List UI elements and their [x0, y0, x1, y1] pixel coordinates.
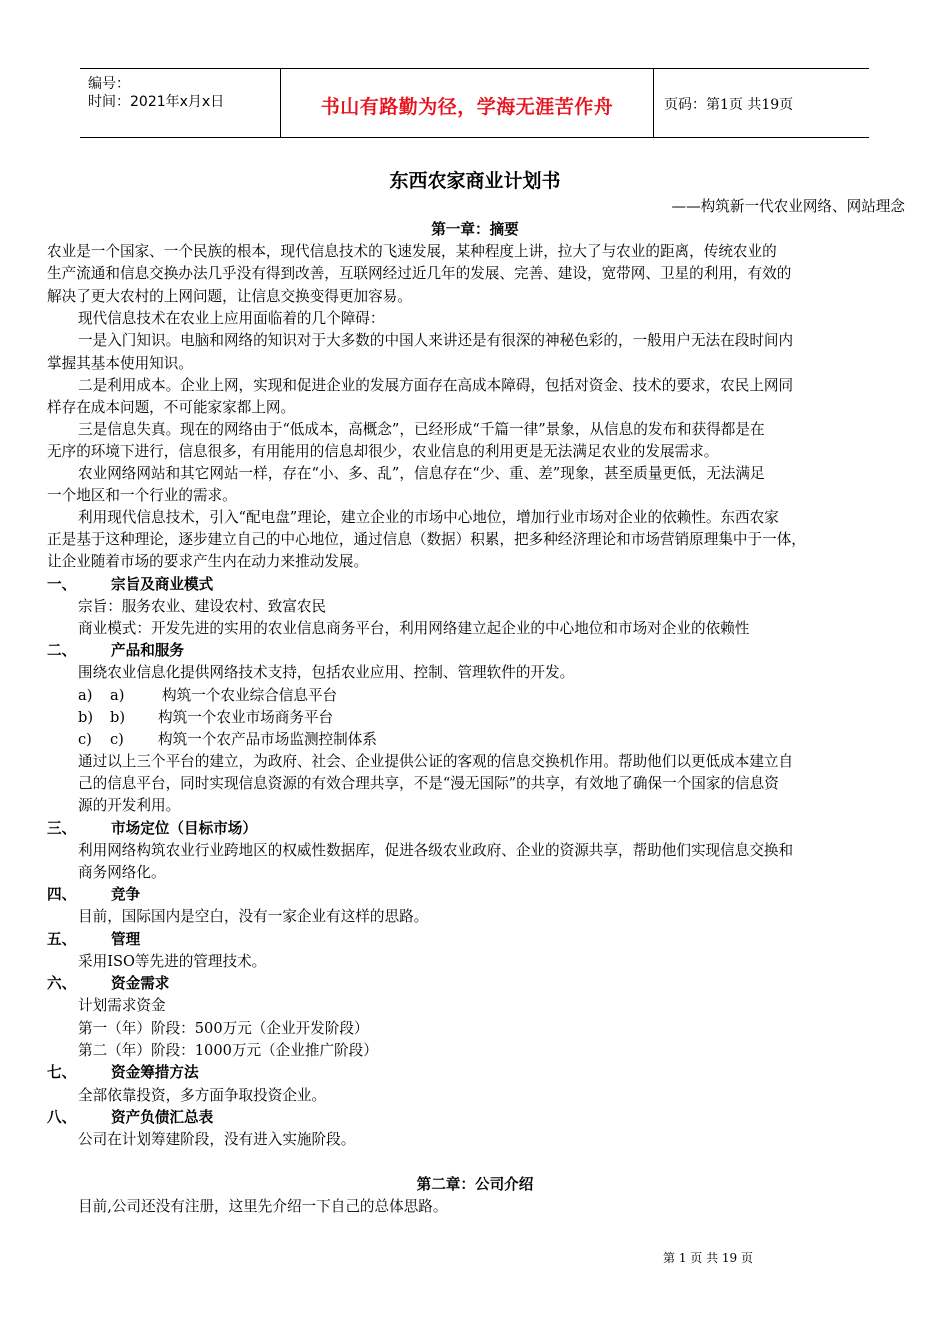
section-number: 五、: [47, 931, 77, 948]
list-text: 构筑一个农产品市场监测控制体系: [158, 731, 377, 748]
intro-line: 利用现代信息技术，引入“配电盘”理论，建立企业的市场中心地位，增加行业市场对企业的依赖性。东西农家: [78, 509, 779, 526]
list-item: [78, 707, 940, 729]
intro-line: 现代信息技术在农业上应用面临着的几个障碍：: [78, 310, 385, 327]
page-indicator: 页码：第1页 共19页: [664, 97, 794, 113]
section-number: 七、: [47, 1064, 77, 1081]
list-marker: a): [110, 687, 125, 704]
list-marker: c): [78, 731, 92, 748]
section-6-heading: [47, 973, 909, 995]
section-8-heading: [47, 1107, 909, 1129]
section-3-line: 商务网络化。: [78, 864, 166, 881]
section-number: 一、: [47, 576, 77, 593]
section-4-heading: [47, 884, 909, 906]
page-footer: 第 1 页 共 19 页: [663, 1251, 753, 1265]
motto-text: 书山有路勤为径，学海无涯苦作舟: [320, 96, 614, 118]
section-2-line: 己的信息平台，同时实现信息资源的有效合理共享，不是“漫无国际”的共享，有效地了确保一个国家的信息资: [78, 775, 779, 792]
intro-line: 无序的环境下进行，信息很多，有用能用的信息却很少，农业信息的利用更是无法满足农业的发展需求。: [47, 443, 719, 460]
chapter-2-heading: 第二章：公司介绍: [416, 1176, 534, 1193]
section-5-heading: [47, 929, 909, 951]
time-label: 时间：2021年x月x日: [88, 94, 225, 110]
section-number: 三、: [47, 820, 77, 837]
section-title: 资金筹措方法: [111, 1064, 199, 1081]
section-7-heading: [47, 1062, 909, 1084]
section-3-heading: [47, 818, 909, 840]
section-1-line: 商业模式：开发先进的实用的农业信息商务平台，利用网络建立起企业的中心地位和市场对企业的依赖性: [78, 620, 750, 637]
section-title: 竞争: [111, 886, 141, 903]
list-text: 构筑一个农业综合信息平台: [162, 687, 338, 704]
section-number: 八、: [47, 1109, 77, 1126]
section-title: 资金需求: [111, 975, 170, 992]
list-item: [78, 685, 940, 707]
intro-line: 样存在成本问题，不可能家家都上网。: [47, 399, 296, 416]
chapter-1-heading: 第一章：摘要: [431, 221, 519, 238]
section-6-line: 计划需求资金: [78, 997, 166, 1014]
intro-line: 农业网络网站和其它网站一样，存在“小、多、乱”，信息存在“少、重、差”现象，甚至质量更低，无法满足: [78, 465, 765, 482]
header-left-cell: [80, 69, 281, 137]
section-1-heading: [47, 574, 909, 596]
section-title: 资产负债汇总表: [111, 1109, 214, 1126]
section-1-line: 宗旨：服务农业、建设农村、致富农民: [78, 598, 327, 615]
section-number: 四、: [47, 886, 77, 903]
section-8-line: 公司在计划筹建阶段，没有进入实施阶段。: [78, 1131, 356, 1148]
section-6-line: 第二（年）阶段：1000万元（企业推广阶段）: [78, 1042, 378, 1059]
section-title: 管理: [111, 931, 141, 948]
section-2-line: 通过以上三个平台的建立，为政府、社会、企业提供公证的客观的信息交换机作用。帮助他们以更低成本建立自: [78, 753, 794, 770]
list-text: 构筑一个农业市场商务平台: [158, 709, 334, 726]
document-title: 东西农家商业计划书: [389, 170, 561, 192]
section-5-line: 采用ISO等先进的管理技术。: [78, 953, 267, 970]
section-number: 六、: [47, 975, 77, 992]
section-title: 产品和服务: [111, 642, 184, 659]
intro-line: 一是入门知识。电脑和网络的知识对于大多数的中国人来讲还是有很深的神秘色彩的，一般用户无法在段时间内: [78, 332, 794, 349]
header-right-cell: [654, 69, 869, 137]
intro-line: 二是利用成本。企业上网，实现和促进企业的发展方面存在高成本障碍，包括对资金、技术的要求，农民上网同: [78, 377, 794, 394]
chapter-2-line: 目前,公司还没有注册，这里先介绍一下自己的总体思路。: [78, 1198, 448, 1215]
section-2-heading: [47, 640, 909, 662]
intro-line: 生产流通和信息交换办法几乎没有得到改善，互联网经过近几年的发展、完善、建设，宽带网、卫星的利用，有效的: [47, 265, 792, 282]
section-2-line: 围绕农业信息化提供网络技术支持，包括农业应用、控制、管理软件的开发。: [78, 664, 575, 681]
list-marker: b): [78, 709, 94, 726]
list-marker: c): [110, 731, 124, 748]
section-title: 宗旨及商业模式: [111, 576, 214, 593]
intro-line: 三是信息失真。现在的网络由于“低成本，高概念”，已经形成“千篇一律”景象，从信息的发布和获得都是在: [78, 421, 765, 438]
list-item: [78, 729, 940, 751]
intro-line: 正是基于这种理论，逐步建立自己的中心地位，通过信息（数据）积累，把多种经济理论和市场营销原理集中于一体，: [47, 531, 806, 548]
intro-line: 农业是一个国家、一个民族的根本，现代信息技术的飞速发展，某种程度上讲，拉大了与农业的距离，传统农业的: [47, 243, 777, 260]
intro-line: 掌握其基本使用知识。: [47, 355, 193, 372]
intro-line: 让企业随着市场的要求产生内在动力来推动发展。: [47, 553, 369, 570]
section-2-line: 源的开发利用。: [78, 797, 181, 814]
intro-line: 解决了更大农村的上网问题，让信息交换变得更加容易。: [47, 288, 412, 305]
document-header: [80, 68, 869, 138]
list-marker: b): [110, 709, 126, 726]
intro-line: 一个地区和一个行业的需求。: [47, 487, 237, 504]
header-center-cell: [281, 69, 654, 137]
section-3-line: 利用网络构筑农业行业跨地区的权威性数据库，促进各级农业政府、企业的资源共享，帮助他们实现信息交换和: [78, 842, 794, 859]
section-4-line: 目前，国际国内是空白，没有一家企业有这样的思路。: [78, 908, 429, 925]
list-marker: a): [78, 687, 93, 704]
section-number: 二、: [47, 642, 77, 659]
section-7-line: 全部依靠投资，多方面争取投资企业。: [78, 1087, 327, 1104]
serial-label: 编号：: [88, 76, 130, 92]
section-title: 市场定位（目标市场）: [111, 820, 257, 837]
document-subtitle: ——构筑新一代农业网络、网站理念: [671, 198, 905, 215]
section-6-line: 第一（年）阶段：500万元（企业开发阶段）: [78, 1020, 369, 1037]
